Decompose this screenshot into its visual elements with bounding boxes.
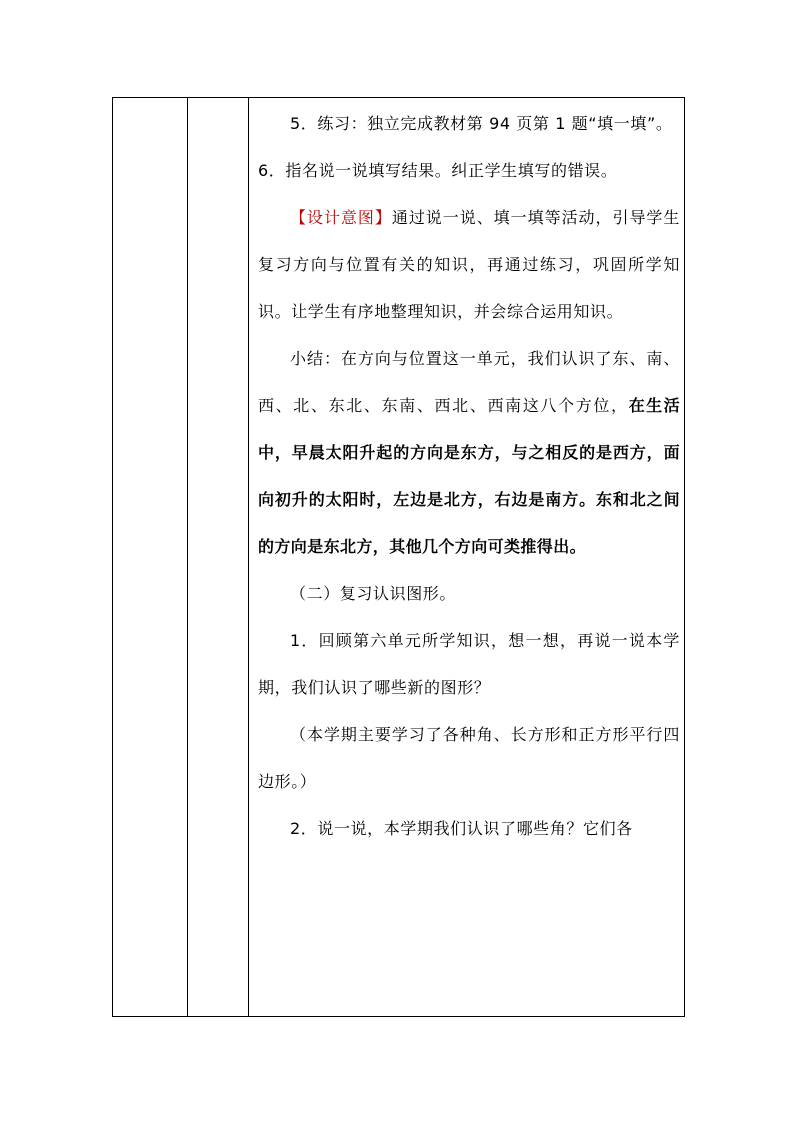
section-heading-shapes: （二）复习认识图形。 — [290, 584, 457, 603]
content-cell — [249, 98, 685, 1017]
summary-plain-text: 小结：在方向与位置这一单元，我们认识了东、南、西、北、东北、东南、西北、西南这八个方位， — [258, 349, 680, 415]
paragraph-exercise: 5．练习：独立完成教材第 94 页第 1 题“填一填”。 — [290, 114, 673, 133]
left-column-cell — [113, 98, 188, 1017]
middle-column-cell — [188, 98, 249, 1017]
paragraph-summary — [258, 335, 680, 570]
design-intent-text: 通过说一说、填一填等活动，引导学生复习方向与位置有关的知识，再通过练习，巩固所学知识。让学生有序地整理知识，并会综合运用知识。 — [258, 208, 680, 321]
paragraph-shapes-answer: （本学期主要学习了各种角、长方形和正方形平行四边形。） — [258, 725, 680, 791]
paragraph-check-results: 6．指名说一说填写结果。纠正学生填写的错误。 — [258, 161, 618, 180]
paragraph-angles-question: 2．说一说，本学期我们认识了哪些角？它们各 — [290, 819, 633, 838]
content-body — [249, 98, 684, 852]
paragraph-review-unit-six: 1．回顾第六单元所学知识，想一想，再说一说本学期，我们认识了哪些新的图形？ — [258, 631, 680, 697]
lesson-plan-table — [112, 97, 685, 1017]
paragraph-design-intent — [258, 194, 680, 335]
design-intent-tag: 【设计意图】 — [290, 208, 392, 227]
table-row — [113, 98, 685, 1017]
summary-bold-text: 在生活中，早晨太阳升起的方向是东方，与之相反的是西方，面向初升的太阳时，左边是北方，右边是南方。东和北之间的方向是东北方，其他几个方向可类推得出。 — [258, 396, 680, 556]
